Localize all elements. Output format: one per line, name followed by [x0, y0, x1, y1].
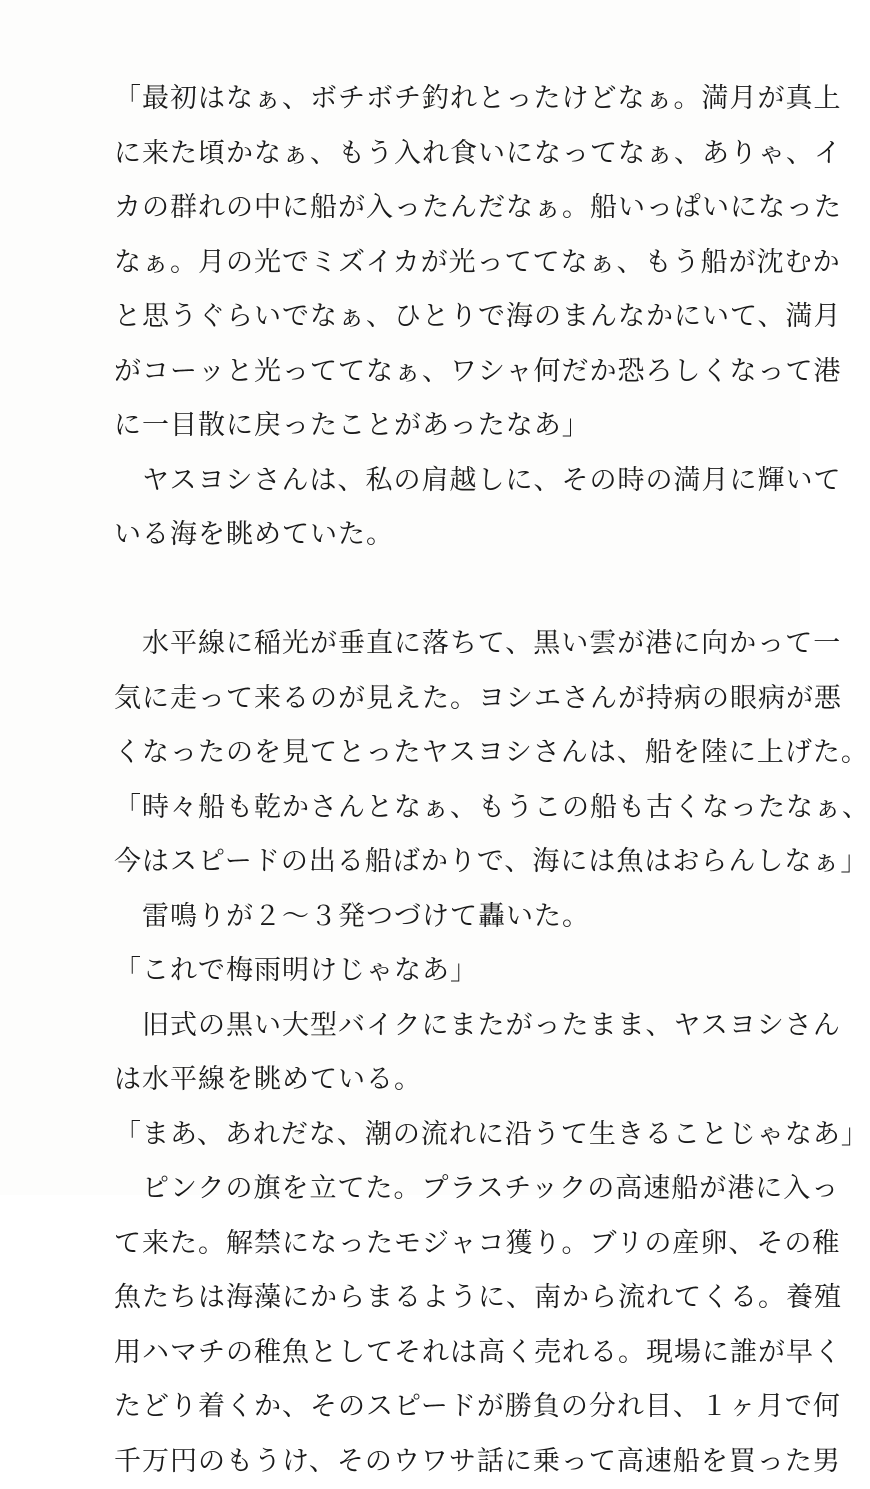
text-line: 旧式の黒い大型バイクにまたがったまま、ヤスヨシさん: [114, 999, 704, 1054]
text-line: 今はスピードの出る船ばかりで、海には魚はおらんしなぁ」: [114, 835, 704, 890]
text-line: ヤスヨシさんは、私の肩越しに、その時の満月に輝いて: [114, 454, 704, 509]
text-line: ピンクの旗を立てた。プラスチックの高速船が港に入っ: [114, 1162, 704, 1217]
text-line: 雷鳴りが２～３発つづけて轟いた。: [114, 890, 704, 945]
text-line: は水平線を眺めている。: [114, 1053, 704, 1108]
text-line: に一目散に戻ったことがあったなあ」: [114, 399, 704, 454]
text-line: いる海を眺めていた。: [114, 508, 704, 563]
text-line: 魚たちは海藻にからまるように、南から流れてくる。養殖: [114, 1271, 704, 1326]
text-line: と思うぐらいでなぁ、ひとりで海のまんなかにいて、満月: [114, 290, 704, 345]
text-line: 「最初はなぁ、ボチボチ釣れとったけどなぁ。満月が真上: [114, 72, 704, 127]
section-break: [114, 563, 704, 618]
text-line: たどり着くか、そのスピードが勝負の分れ目、１ヶ月で何: [114, 1380, 704, 1435]
text-line: なぁ。月の光でミズイカが光っててなぁ、もう船が沈むか: [114, 236, 704, 291]
text-line: 千万円のもうけ、そのウワサ話に乗って高速船を買った男: [114, 1435, 704, 1489]
text-line: カの群れの中に船が入ったんだなぁ。船いっぱいになった: [114, 181, 704, 236]
text-line: 「これで梅雨明けじゃなあ」: [114, 944, 704, 999]
body-text: [114, 72, 704, 1489]
text-line: 用ハマチの稚魚としてそれは高く売れる。現場に誰が早く: [114, 1326, 704, 1381]
text-line: に来た頃かなぁ、もう入れ食いになってなぁ、ありゃ、イ: [114, 127, 704, 182]
text-line: 「まあ、あれだな、潮の流れに沿うて生きることじゃなあ」: [114, 1108, 704, 1163]
text-line: て来た。解禁になったモジャコ獲り。ブリの産卵、その稚: [114, 1217, 704, 1272]
text-line: 水平線に稲光が垂直に落ちて、黒い雲が港に向かって一: [114, 617, 704, 672]
text-line: がコーッと光っててなぁ、ワシャ何だか恐ろしくなって港: [114, 345, 704, 400]
text-line: くなったのを見てとったヤスヨシさんは、船を陸に上げた。: [114, 726, 704, 781]
text-line: 気に走って来るのが見えた。ヨシエさんが持病の眼病が悪: [114, 672, 704, 727]
text-line: 「時々船も乾かさんとなぁ、もうこの船も古くなったなぁ、: [114, 781, 704, 836]
